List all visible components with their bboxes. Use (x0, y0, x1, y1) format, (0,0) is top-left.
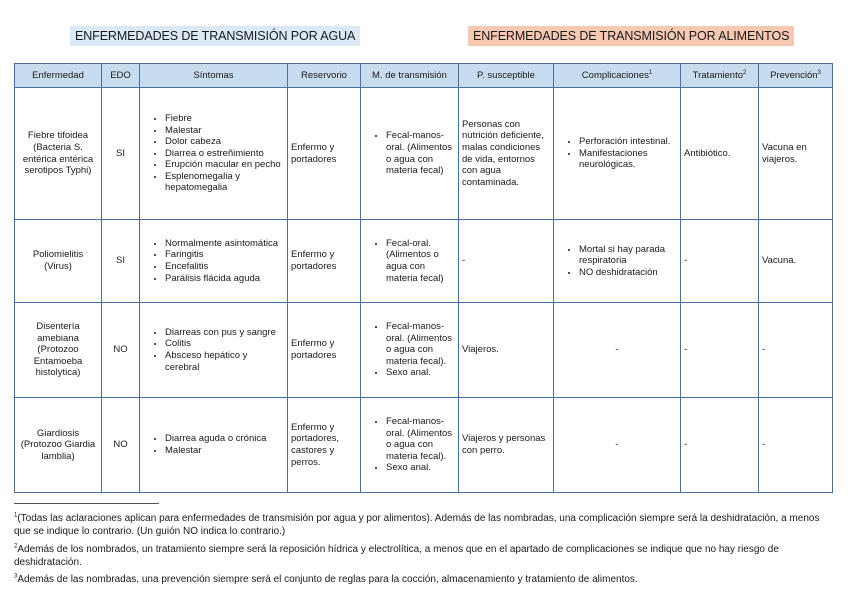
sintoma-item: • Encefalitis (165, 261, 284, 273)
footnote-3 (14, 573, 832, 586)
sintoma-item: • Malestar (165, 445, 284, 457)
sintoma-item: • Faringitis (165, 249, 284, 261)
sintoma-item: • Diarrea aguda o crónica (165, 433, 284, 445)
header-susceptible: P. susceptible (459, 64, 554, 88)
header-tratamiento (681, 64, 759, 88)
cell-edo: NO (102, 398, 140, 493)
cell-edo: SI (102, 220, 140, 303)
sintoma-item: • Normalmente asintomática (165, 238, 284, 250)
cell-tratamiento: - (681, 398, 759, 493)
header-reservorio: Reservorio (288, 64, 361, 88)
cell-enfermedad: Disentería amebiana (Protozoo Entamoeba histolytica) (15, 303, 102, 398)
cell-sintomas (140, 303, 288, 398)
footnote-2 (14, 543, 832, 569)
complicacion-item: • NO deshidratación (579, 267, 677, 279)
cell-susceptible: Viajeros y personas con perro. (459, 398, 554, 493)
header-complicaciones (554, 64, 681, 88)
sintoma-item: • Diarrea o estreñimiento (165, 148, 284, 160)
diseases-table (14, 63, 833, 493)
sintoma-item: • Malestar (165, 125, 284, 137)
footnote-mark: 3 (14, 573, 18, 580)
cell-enfermedad: Poliomielitis (Virus) (15, 220, 102, 303)
footnote-1 (14, 512, 832, 538)
footnote-text: (Todas las aclaraciones aplican para enfermedades de transmisión por agua y por alimentos). Además de las nombradas, una complicación siempre será la deshidratación, a menos que se indique lo contrario. (Un guión NO indica lo contrario.) (14, 513, 820, 537)
transmision-item: • Fecal-manos-oral. (Alimentos o agua con materia fecal). (386, 321, 455, 367)
cell-transmision (361, 398, 459, 493)
sintoma-item: • Esplenomegalia y hepatomegalia (165, 171, 284, 194)
cell-transmision (361, 220, 459, 303)
transmision-item: • Sexo anal. (386, 462, 455, 474)
sintoma-item: • Colitis (165, 338, 284, 350)
cell-prevencion: Vacuna. (759, 220, 833, 303)
table-row (15, 88, 833, 220)
footnote-text: Además de los nombrados, un tratamiento siempre será la reposición hídrica y electrolítica, a menos que en el apartado de complicaciones se indique que no hay riesgo de deshidratación. (14, 544, 779, 568)
header-complicaciones-label: Complicaciones (581, 70, 649, 81)
cell-reservorio: Enfermo y portadores (288, 88, 361, 220)
sintoma-item: • Diarreas con pus y sangre (165, 327, 284, 339)
cell-transmision (361, 88, 459, 220)
cell-complicaciones: - (554, 303, 681, 398)
cell-susceptible: Viajeros. (459, 303, 554, 398)
cell-tratamiento: Antibiótico. (681, 88, 759, 220)
header-edo: EDO (102, 64, 140, 88)
cell-reservorio: Enfermo y portadores (288, 303, 361, 398)
complicacion-item: • Mortal si hay parada respiratoria (579, 244, 677, 267)
cell-edo: NO (102, 303, 140, 398)
header-prevencion-label: Prevención (770, 70, 818, 81)
complicacion-item: • Manifestaciones neurológicas. (579, 148, 677, 171)
cell-reservorio: Enfermo y portadores (288, 220, 361, 303)
header-tratamiento-label: Tratamiento (692, 70, 743, 81)
footnote-mark: 2 (14, 543, 18, 550)
footnote-divider (14, 503, 159, 504)
footnote-mark: 1 (14, 512, 18, 519)
header-enfermedad: Enfermedad (15, 64, 102, 88)
cell-susceptible: - (459, 220, 554, 303)
cell-sintomas (140, 88, 288, 220)
table-header-row (15, 64, 833, 88)
sintoma-item: • Parálisis flácida aguda (165, 273, 284, 285)
header-prevencion (759, 64, 833, 88)
header-transmision: M. de transmisión (361, 64, 459, 88)
sintoma-item: • Erupción macular en pecho (165, 159, 284, 171)
table-row (15, 220, 833, 303)
cell-susceptible: Personas con nutrición deficiente, malas condiciones de vida, entornos con agua contaminada. (459, 88, 554, 220)
title-water-diseases: ENFERMEDADES DE TRANSMISIÓN POR AGUA (70, 26, 360, 46)
cell-complicaciones (554, 88, 681, 220)
transmision-item: • Fecal-oral. (Alimentos o agua con materia fecal) (386, 238, 455, 284)
cell-transmision (361, 303, 459, 398)
title-food-diseases: ENFERMEDADES DE TRANSMISIÓN POR ALIMENTOS (468, 26, 794, 46)
cell-tratamiento: - (681, 303, 759, 398)
sintoma-item: • Dolor cabeza (165, 136, 284, 148)
cell-prevencion: Vacuna en viajeros. (759, 88, 833, 220)
cell-enfermedad: Giardiosis (Protozoo Giardia lamblia) (15, 398, 102, 493)
footnote-mark: 3 (817, 69, 821, 76)
footnote-text: Además de las nombradas, una prevención siempre será el conjunto de reglas para la cocción, almacenamiento y tratamiento de alimentos. (17, 574, 638, 585)
cell-complicaciones: - (554, 398, 681, 493)
header-sintomas: Síntomas (140, 64, 288, 88)
complicacion-item: • Perforación intestinal. (579, 136, 677, 148)
table-row (15, 398, 833, 493)
cell-sintomas (140, 398, 288, 493)
cell-reservorio: Enfermo y portadores, castores y perros. (288, 398, 361, 493)
cell-enfermedad: Fiebre tifoidea (Bacteria S. entérica entérica serotipos Typhi) (15, 88, 102, 220)
cell-tratamiento: - (681, 220, 759, 303)
footnote-mark: 2 (743, 69, 747, 76)
cell-complicaciones (554, 220, 681, 303)
cell-prevencion: - (759, 303, 833, 398)
cell-prevencion: - (759, 398, 833, 493)
transmision-item: • Fecal-manos-oral. (Alimentos o agua con materia fecal). (386, 416, 455, 462)
sintoma-item: • Absceso hepático y cerebral (165, 350, 284, 373)
transmision-item: • Sexo anal. (386, 367, 455, 379)
cell-edo: SI (102, 88, 140, 220)
sintoma-item: • Fiebre (165, 113, 284, 125)
footnote-mark: 1 (648, 69, 653, 76)
table-row (15, 303, 833, 398)
transmision-item: • Fecal-manos-oral. (Alimentos o agua con materia fecal) (386, 130, 455, 176)
cell-sintomas (140, 220, 288, 303)
